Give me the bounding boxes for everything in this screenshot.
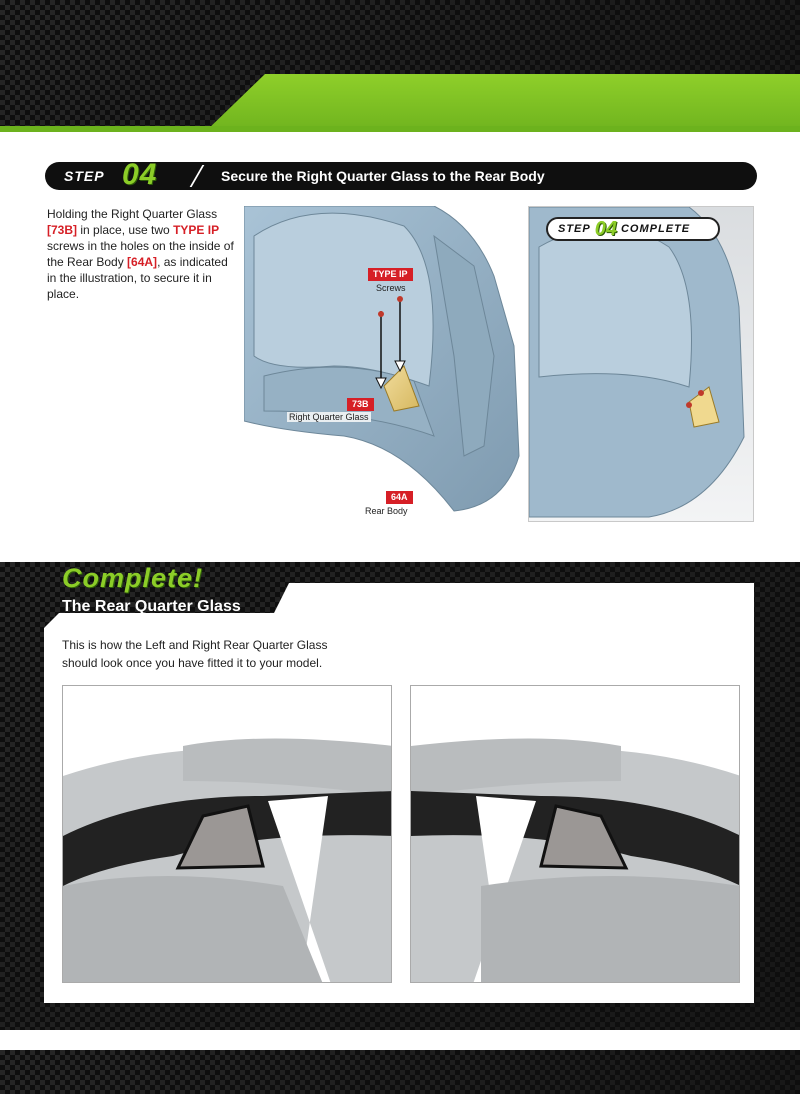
complete-badge-step: STEP	[558, 223, 591, 235]
left-quarter-glass-photo	[62, 685, 392, 983]
instruction-part1: Holding the Right Quarter Glass	[47, 207, 218, 221]
instruction-part4: , as indicated in the illustration, to secure it in place.	[47, 255, 228, 301]
complete-description: This is how the Left and Right Rear Quarter Glass should look once you have fitted it to your model.	[62, 638, 328, 670]
step-word: STEP	[64, 168, 105, 184]
step-complete-illustration	[528, 206, 754, 522]
instruction-part2: in place, use two	[77, 223, 174, 237]
body-part-tag: 64A	[386, 491, 413, 504]
glass-part-tag: 73B	[347, 398, 374, 411]
instruction-text	[47, 206, 237, 302]
complete-section-title: The Rear Quarter Glass	[62, 598, 241, 615]
page-header	[0, 0, 800, 132]
screw-label: Screws	[376, 283, 406, 293]
header-green-band	[0, 74, 800, 132]
right-quarter-glass-photo	[410, 685, 740, 983]
step-badge	[52, 159, 202, 193]
assembly-illustration	[244, 206, 520, 522]
header-green-line	[0, 126, 800, 132]
complete-badge-number: 04	[594, 217, 617, 240]
complete-badge-suffix: COMPLETE	[620, 223, 691, 235]
instruction-part3: screws in the holes on the inside of the Rear Body	[47, 239, 234, 269]
step-title: Secure the Right Quarter Glass to the Rear Body	[221, 168, 545, 184]
part-ref-73b: [73B]	[47, 223, 78, 237]
body-part-label: Rear Body	[365, 506, 408, 516]
complete-illustration-art	[529, 207, 753, 521]
part-ref-64a: [64A]	[127, 255, 158, 269]
step-complete-badge	[546, 217, 720, 241]
page-footer	[0, 1050, 800, 1094]
complete-heading: Complete!	[62, 563, 204, 593]
glass-part-label: Right Quarter Glass	[289, 412, 369, 422]
wheel-arch	[254, 213, 433, 386]
screw-type-ref: TYPE IP	[173, 223, 220, 237]
step-number: 04	[122, 158, 158, 191]
screw-type-tag: TYPE IP	[368, 268, 413, 281]
